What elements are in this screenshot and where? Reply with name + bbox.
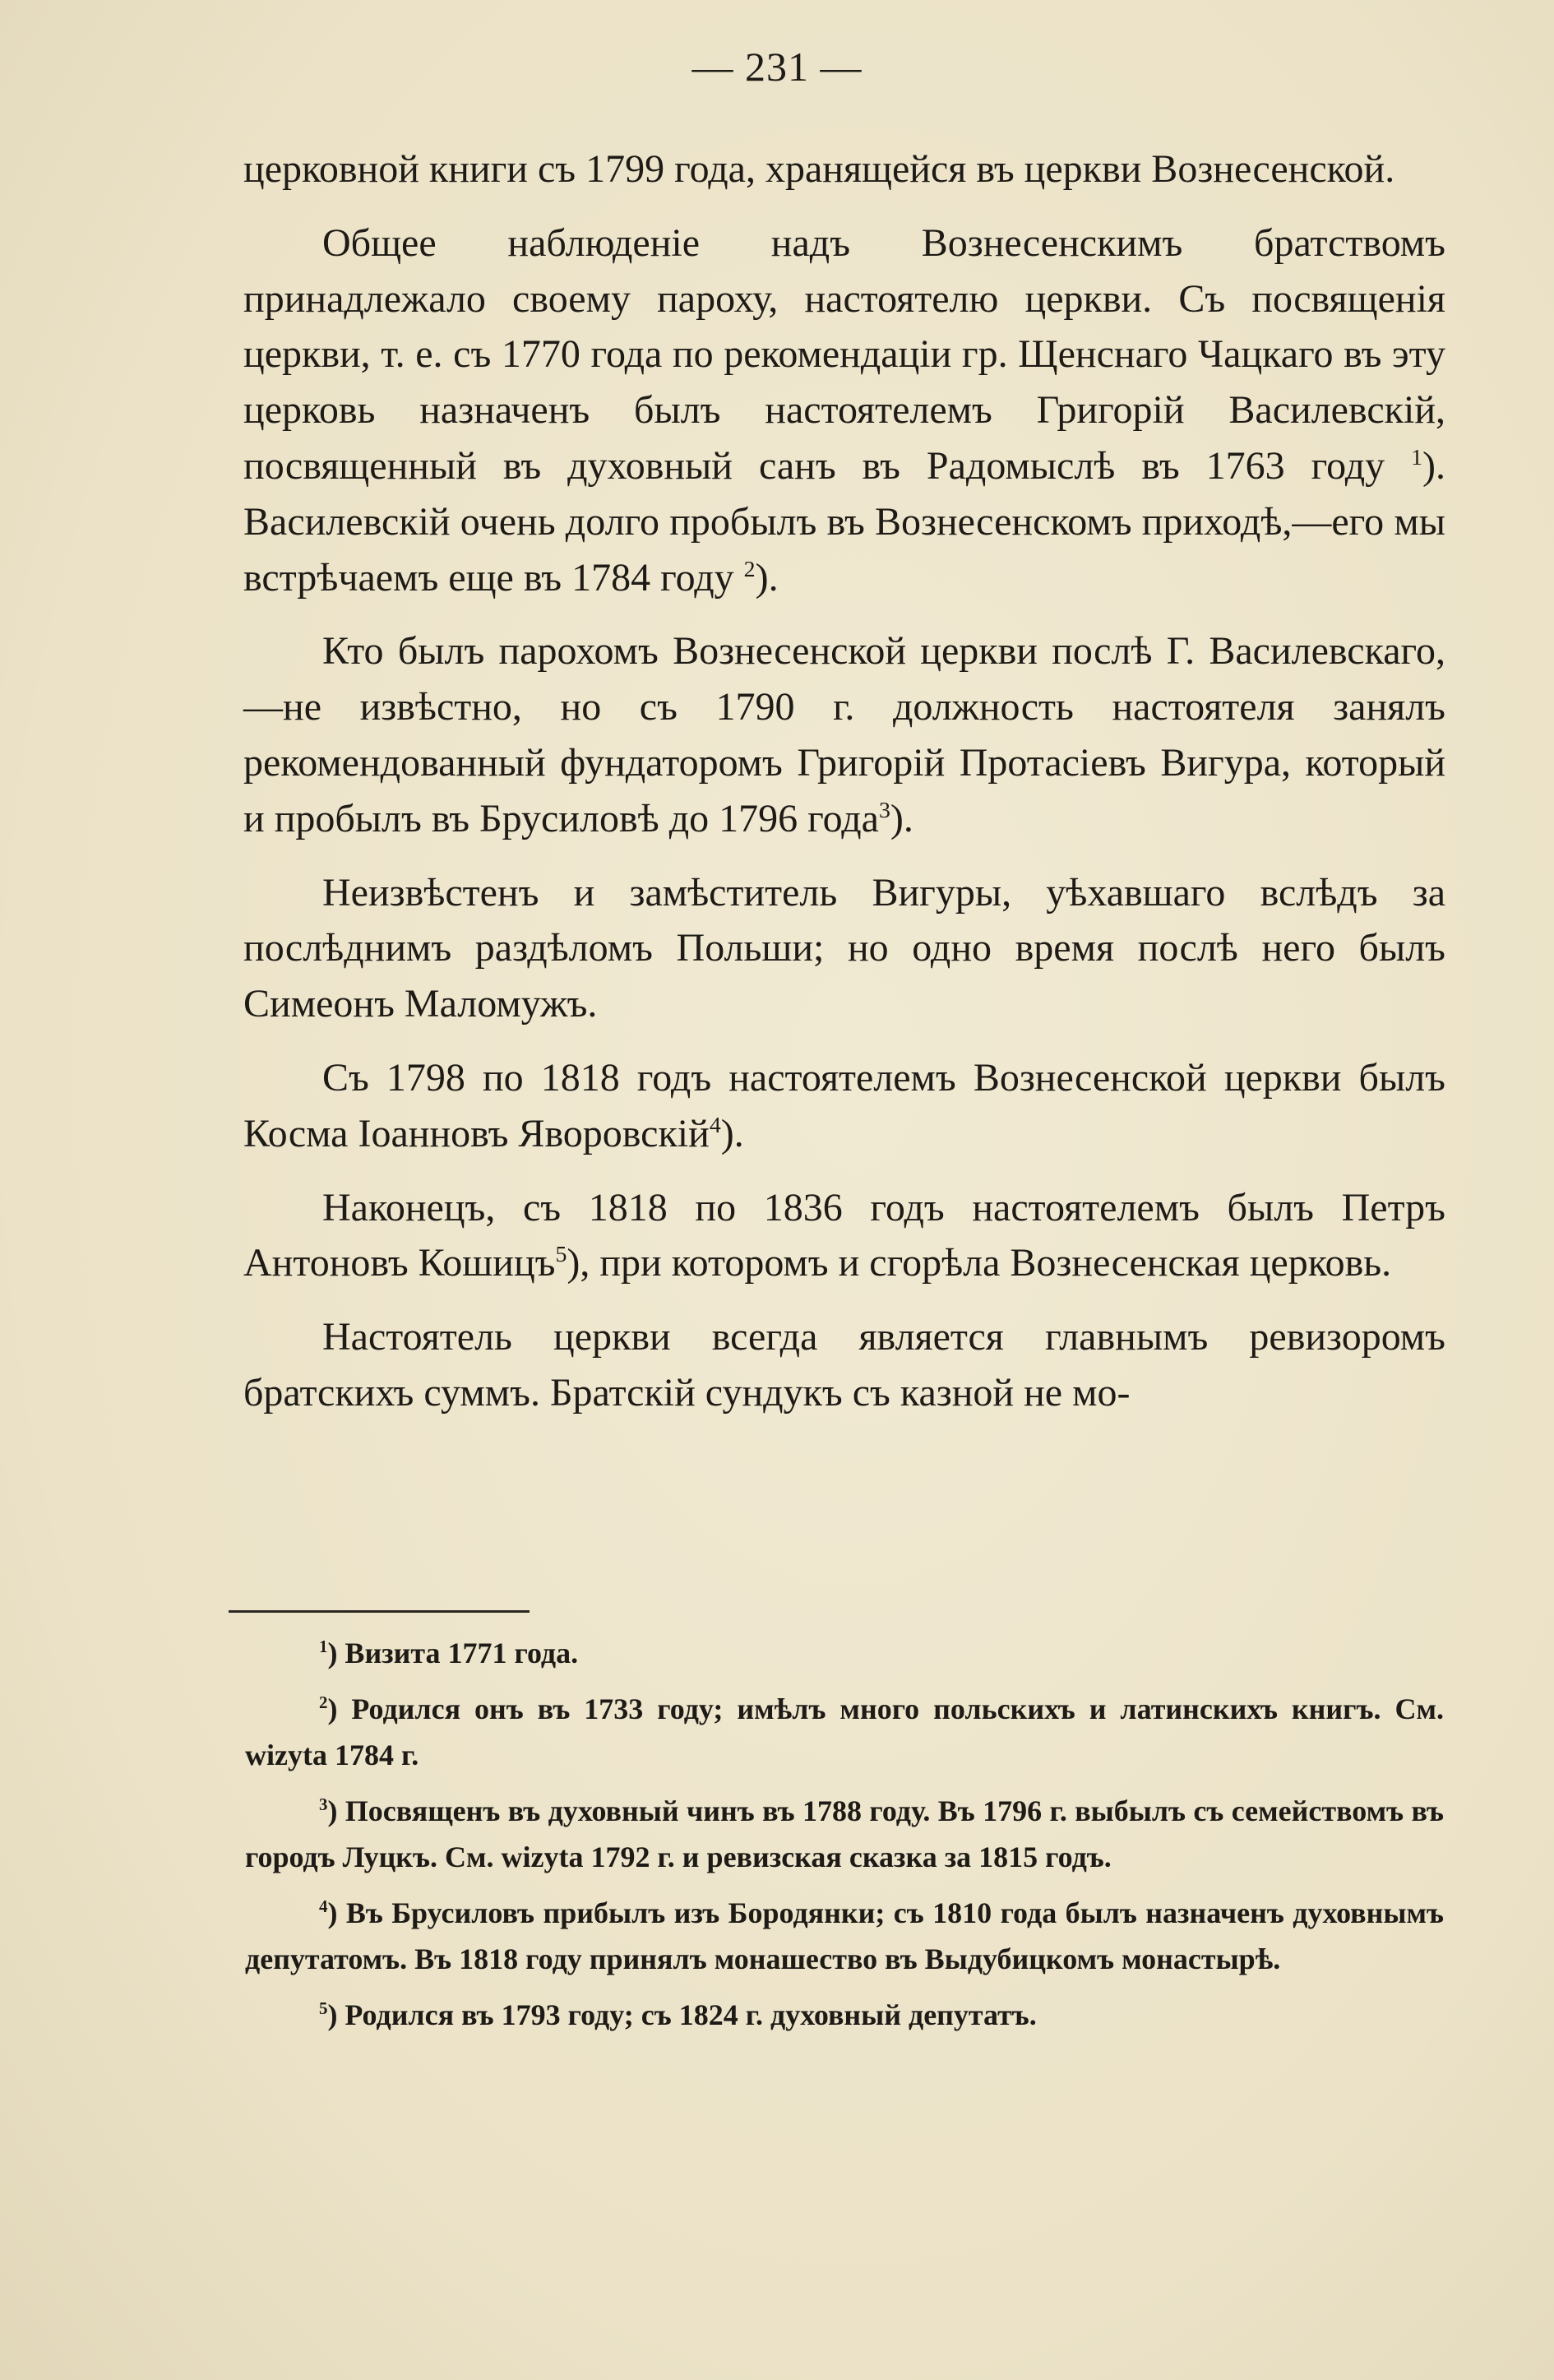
paragraph-unknown-successor — [243, 865, 1445, 1032]
footnote-ref: 1 — [1411, 444, 1423, 470]
paragraph-text: ). — [755, 555, 779, 600]
footnote-1 — [245, 1630, 1444, 1676]
footnote-separator — [229, 1610, 530, 1613]
body-text — [243, 141, 1445, 1439]
footnote-text: ) Родился въ 1793 году; съ 1824 г. духовный депутатъ. — [327, 1998, 1037, 2031]
paragraph-text: Кто былъ парохомъ Вознесенской церкви послѣ Г. Василевскаго,—не извѣстно, но съ 1790 г. должность настоятеля занялъ рекомендованный фундаторомъ Григорій Протасіевъ Вигура, который и пробылъ въ Брусиловѣ до 1796 года — [243, 629, 1445, 840]
footnote-5 — [245, 1992, 1444, 2038]
footnotes — [245, 1630, 1444, 2048]
footnote-mark: 3 — [319, 1794, 328, 1814]
footnote-text: ) Родился онъ въ 1733 году; имѣлъ много польскихъ и латинскихъ книгъ. См. wizyta 1784 г. — [245, 1692, 1444, 1771]
paragraph-kosma — [243, 1050, 1445, 1162]
footnote-mark: 5 — [319, 1998, 328, 2018]
footnote-text: ) Посвященъ въ духовный чинъ въ 1788 году. Въ 1796 г. выбылъ съ семействомъ въ городъ Луцкъ. См. wizyta 1792 г. и ревизская сказка за 1815 годъ. — [245, 1794, 1444, 1873]
footnote-mark: 1 — [319, 1637, 328, 1656]
page-number: — 231 — — [691, 44, 863, 90]
footnote-2 — [245, 1686, 1444, 1778]
paragraph-text: церковной книги съ 1799 года, хранящейся въ церкви Вознесенской. — [243, 147, 1395, 191]
paragraph-auditor — [243, 1309, 1445, 1421]
paragraph-text: Неизвѣстенъ и замѣститель Вигуры, уѣхавшаго вслѣдъ за послѣднимъ раздѣломъ Польши; но одно время послѣ него былъ Симеонъ Маломужъ. — [243, 870, 1445, 1026]
footnote-ref: 4 — [709, 1112, 721, 1138]
paragraph-text: ). — [720, 1111, 744, 1155]
footnote-ref: 2 — [743, 556, 756, 582]
paragraph-who-was-paroch — [243, 623, 1445, 846]
footnote-3 — [245, 1788, 1444, 1880]
paragraph-general-supervision — [243, 215, 1445, 606]
paragraph-petr — [243, 1180, 1445, 1292]
paragraph-text: Наконецъ, съ 1818 по 1836 годъ настоятелемъ былъ Петръ Антоновъ Кошицъ — [243, 1185, 1445, 1285]
paragraph-text: Настоятель церкви всегда является главнымъ ревизоромъ братскихъ суммъ. Братскій сундукъ съ казной не мо- — [243, 1315, 1445, 1415]
footnote-4 — [245, 1890, 1444, 1982]
footnote-mark: 4 — [319, 1896, 328, 1916]
paragraph-text: Съ 1798 по 1818 годъ настоятелемъ Вознесенской церкви былъ Косма Іоанновъ Яворовскій — [243, 1055, 1445, 1155]
footnote-text: ) Визита 1771 года. — [327, 1637, 579, 1669]
footnote-text: ) Въ Брусиловъ прибылъ изъ Бородянки; съ 1810 года былъ назначенъ духовнымъ депутатомъ. Въ 1818 году принялъ монашество въ Выдубицкомъ монастырѣ. — [245, 1896, 1444, 1975]
paragraph-continuation — [243, 141, 1445, 197]
footnote-ref: 5 — [555, 1242, 567, 1268]
footnote-ref: 3 — [878, 797, 890, 823]
paragraph-text: ), при которомъ и сгорѣла Вознесенская церковь. — [567, 1241, 1392, 1285]
paragraph-text: ). — [890, 796, 913, 840]
footnote-mark: 2 — [319, 1692, 328, 1712]
paragraph-text: ). Василевскій очень долго пробылъ въ Вознесенскомъ приходѣ,—его мы встрѣчаемъ еще въ 1784 году — [243, 443, 1445, 600]
paragraph-text: Общее наблюденіе надъ Вознесенскимъ братствомъ принадлежало своему пароху, настоятелю церкви. Съ посвященія церкви, т. е. съ 1770 года по рекомендаціи гр. Щенснаго Чацкаго въ эту церковь назначенъ былъ настоятелемъ Григорій Василевскій, посвященный въ духовный санъ въ Радомыслѣ въ 1763 году — [243, 220, 1445, 488]
